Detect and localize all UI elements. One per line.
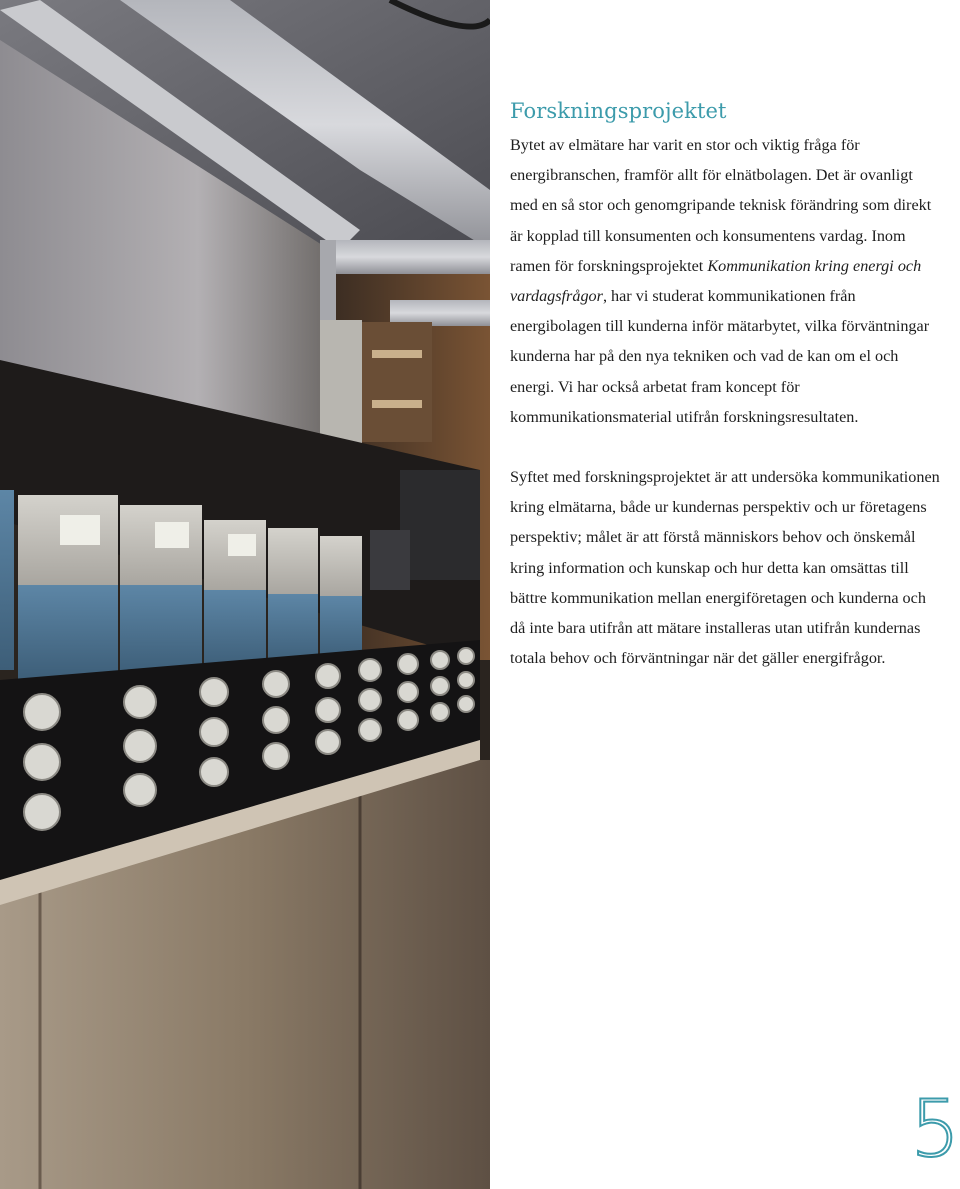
paragraph-purpose: Syftet med forskningsprojektet är att undersöka kommunikationen kring elmätarna, både ur kundernas perspektiv och ur företagens perspektiv; målet är att förstå människors behov och önskemål kring information och kunskap och hur detta kan omsättas till bättre kommunikation mellan energiföretagen och kunderna och då inte bara utifrån att mätare installeras utan utifrån kundernas totala behov och förväntningar när det gäller energifrågor. (510, 468, 940, 668)
section-heading: Forskningsprojektet (510, 99, 727, 123)
paragraph-intro-rest: , har vi studerat kommunikationen från energibolagen till kunderna inför mätarbytet, vilka förväntningar kunderna har på den nya tekniken och vad de kan om el och energi. Vi har också arbetat fram koncept för kommunikationsmaterial utifrån forskningsresultaten. (510, 287, 930, 426)
paragraph-intro-text: Bytet av elmätare har varit en stor och viktig fråga för energibranschen, framför allt för elnätbolagen. Det är ovanligt med en så stor och genomgripande teknisk förändring som direkt är kopplad till konsumenten och konsumentens vardag. Inom ramen för forskningsprojektet (510, 136, 932, 275)
paragraph-intro (510, 130, 942, 432)
page-number: 5 (910, 1085, 960, 1175)
project-title: Kommunikation kring energi och vardagsfrågor (510, 256, 922, 306)
article-body (510, 96, 942, 673)
